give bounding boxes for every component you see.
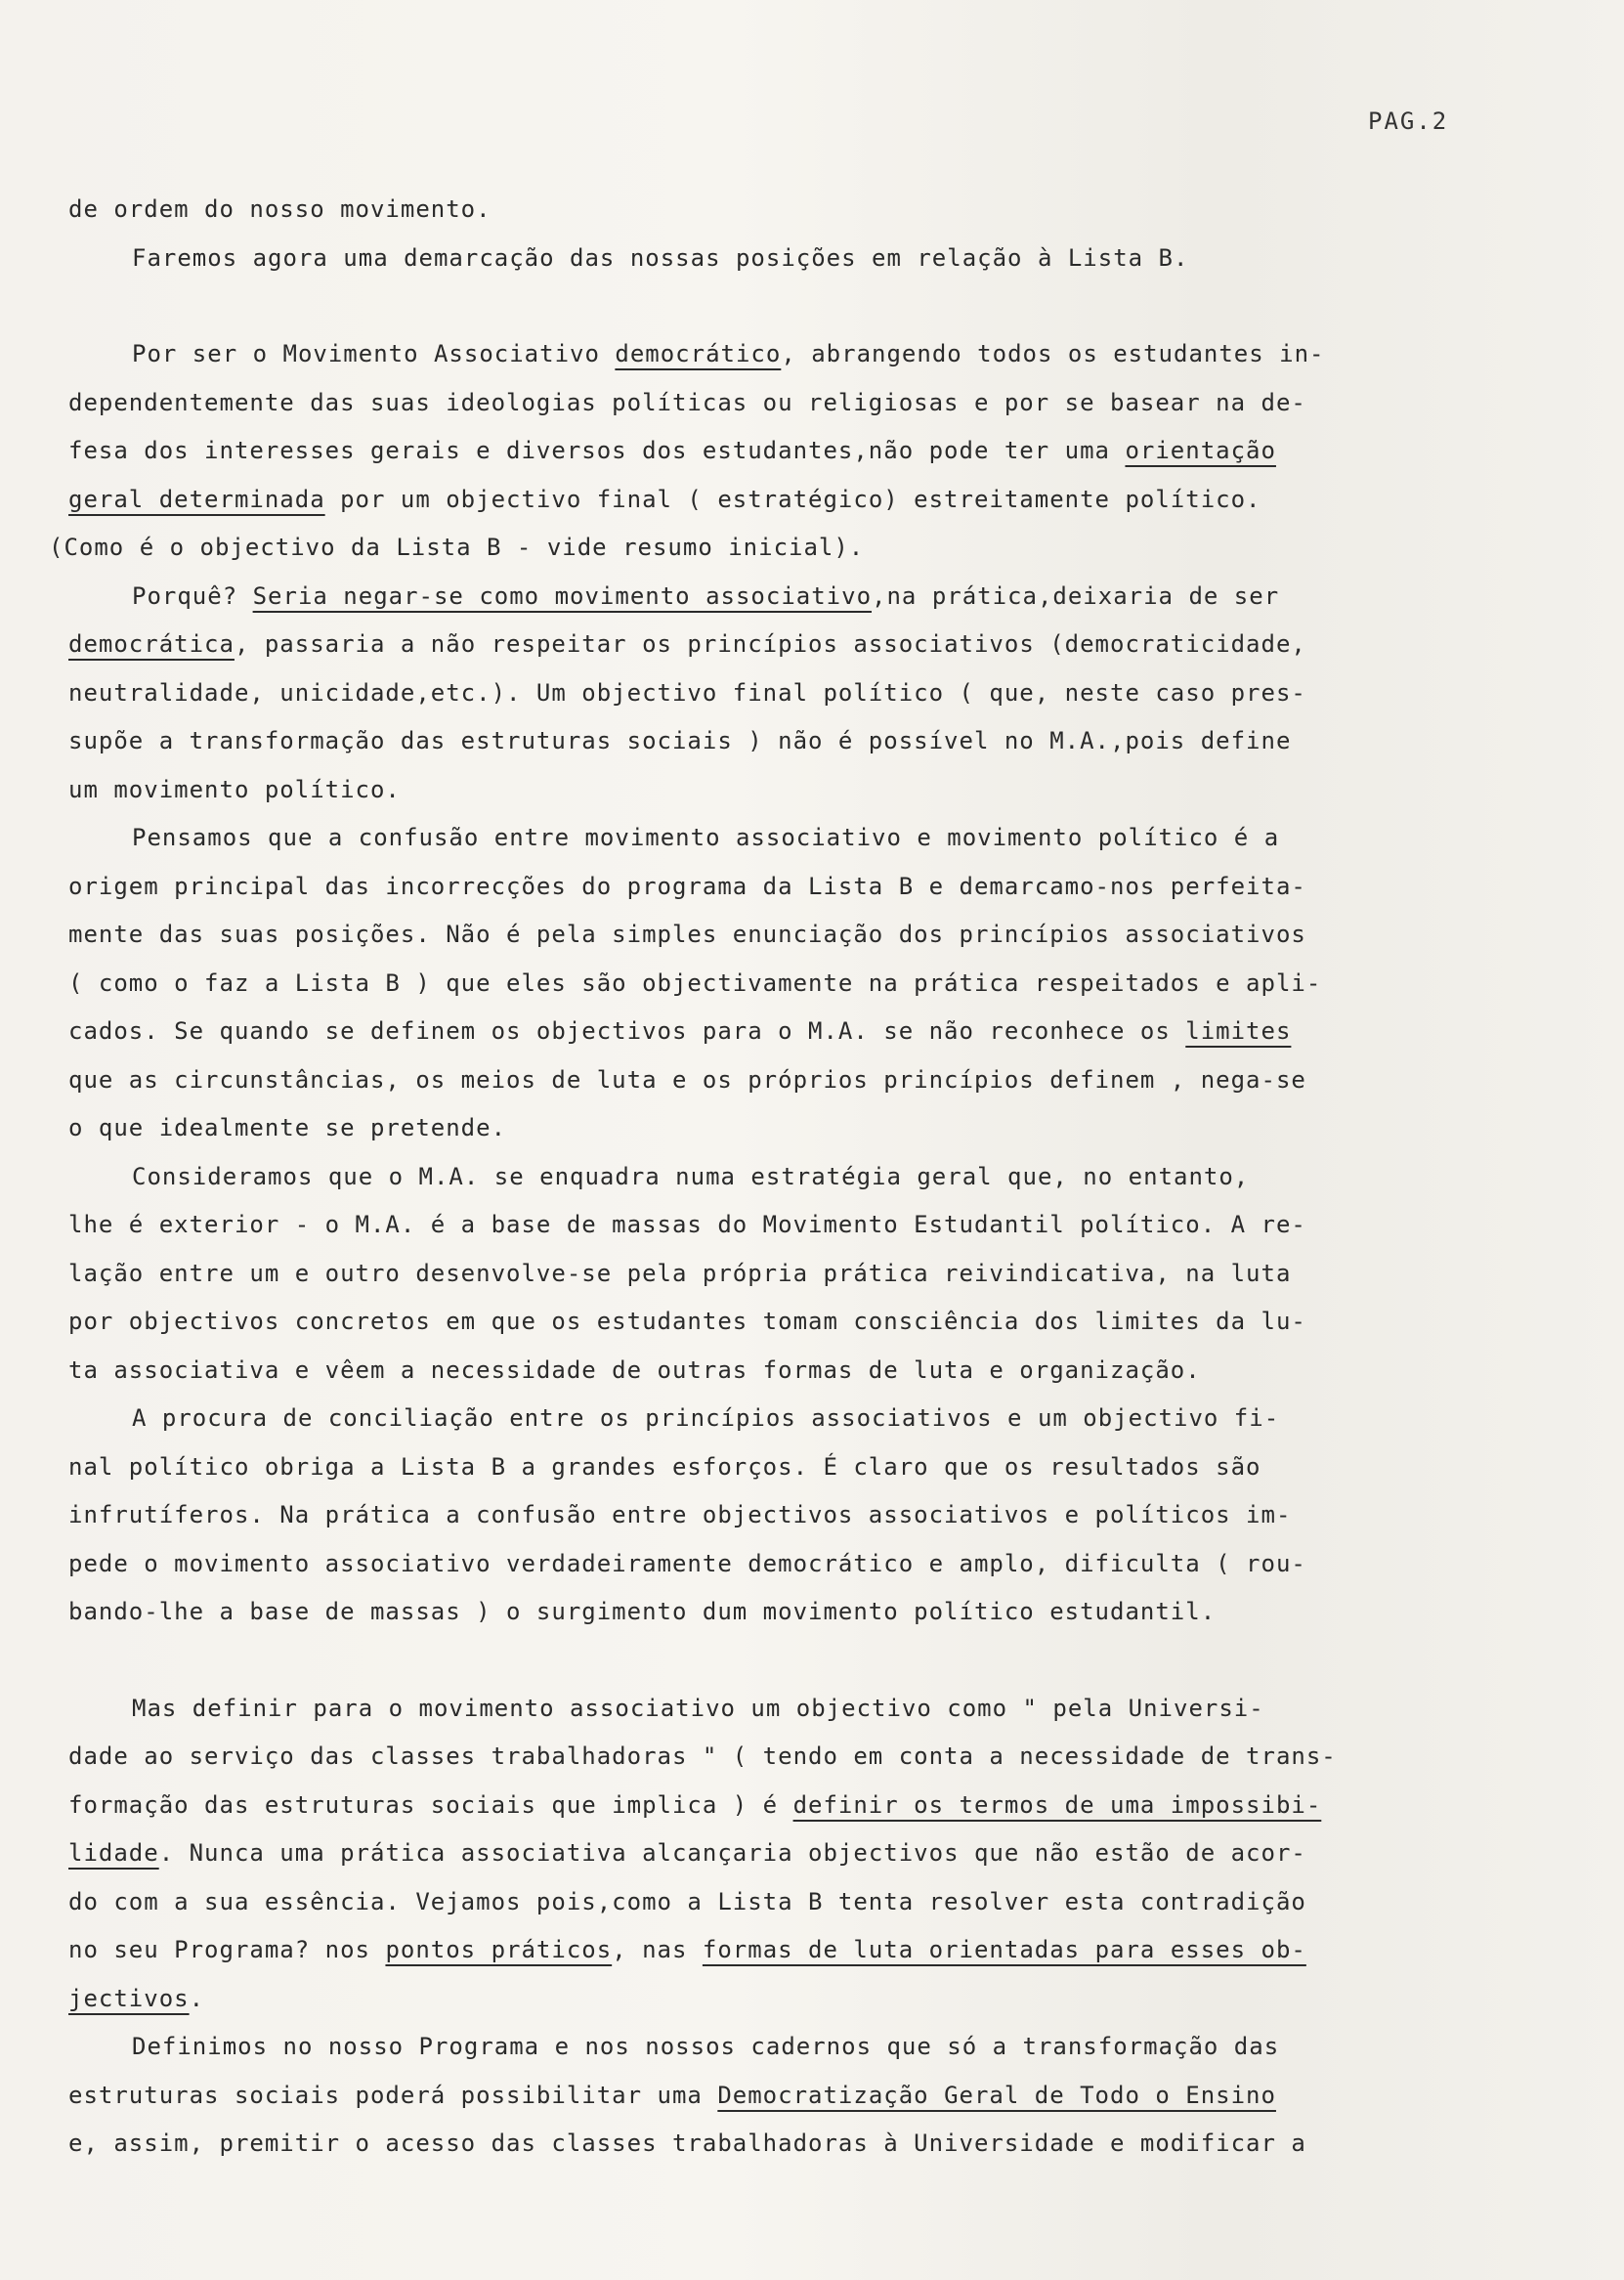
text-line: bando-lhe a base de massas ) o surgimento dum movimento político estudantil.: [68, 1598, 1217, 1625]
underlined-text: Seria negar-se como movimento associativo: [252, 581, 873, 610]
text-line: supõe a transformação das estruturas sociais ) não é possível no M.A.,pois define: [68, 727, 1292, 754]
paragraph: [68, 235, 1544, 283]
text-line: dependentemente das suas ideologias políticas ou religiosas e por se basear na de-: [68, 388, 1306, 416]
text-run: estruturas sociais poderá possibilitar uma: [68, 2081, 718, 2109]
text-line: [68, 427, 1544, 476]
text-line: [68, 2072, 1544, 2121]
paragraph: [68, 1395, 1544, 1637]
text-line: [68, 1926, 1544, 1975]
text-line: lhe é exterior - o M.A. é a base de massas do Movimento Estudantil político. A re-: [68, 1211, 1306, 1238]
text-line: infrutíferos. Na prática a confusão entre objectivos associativos e políticos im-: [68, 1501, 1292, 1528]
text-run: , abrangendo todos os estudantes in-: [781, 340, 1325, 367]
text-line: [68, 1008, 1544, 1056]
text-run: por um objectivo final ( estratégico) estreitamente político.: [324, 485, 1261, 513]
text-line: [68, 476, 1544, 525]
text-run: cados. Se quando se definem os objectivos para o M.A. se não reconhece os: [68, 1017, 1186, 1045]
underlined-text: limites: [1185, 1017, 1292, 1045]
page-number: PAG.2: [1368, 108, 1449, 135]
paragraph: [68, 573, 1544, 815]
text-line: neutralidade, unicidade,etc.). Um objectivo final político ( que, neste caso pres-: [68, 678, 1306, 707]
underlined-text: orientação: [1125, 437, 1276, 464]
text-line: Pensamos que a confusão entre movimento associativo e movimento político é a: [132, 824, 1280, 851]
text-run: , passaria a não respeitar os princípios associativos (democraticidade,: [234, 630, 1306, 658]
text-line: Consideramos que o M.A. se enquadra numa estratégia geral que, no entanto,: [132, 1162, 1250, 1190]
text-line: por objectivos concretos em que os estudantes tomam consciência dos limites da lu-: [68, 1308, 1306, 1335]
text-line: que as circunstâncias, os meios de luta e os próprios princípios definem , nega-se: [68, 1065, 1306, 1094]
text-line: ta associativa e vêem a necessidade de outras formas de luta e organização.: [68, 1355, 1201, 1384]
underlined-text: democrático: [615, 340, 782, 367]
text-line: ( como o faz a Lista B ) que eles são objectivamente na prática respeitados e apli-: [68, 968, 1322, 997]
text-line: e, assim, premitir o acesso das classes trabalhadoras à Universidade e modificar a: [68, 2129, 1306, 2157]
text-line: dade ao serviço das classes trabalhadoras " ( tendo em conta a necessidade de trans-: [68, 1742, 1337, 1770]
text-line: um movimento político.: [68, 775, 401, 803]
text-line: Mas definir para o movimento associativo um objectivo como " pela Universi-: [132, 1694, 1264, 1722]
paragraph: [68, 186, 1544, 235]
underlined-text: Democratização Geral de Todo o Ensino: [717, 2081, 1276, 2109]
underlined-text: pontos práticos: [385, 1936, 613, 1963]
text-line: pede o movimento associativo verdadeiramente democrático e amplo, dificulta ( rou-: [68, 1549, 1306, 1577]
text-line: do com a sua essência. Vejamos pois,como a Lista B tenta resolver esta contradição: [68, 1887, 1306, 1915]
text-run: , nas: [612, 1936, 703, 1963]
paragraph: [49, 330, 1544, 573]
text-line: Faremos agora uma demarcação das nossas posições em relação à Lista B.: [132, 243, 1189, 272]
text-line: A procura de conciliação entre os princípios associativos e um objectivo fi-: [132, 1404, 1280, 1432]
underlined-text: lidade: [68, 1839, 159, 1867]
document-body: [49, 186, 1544, 2169]
underlined-text: democrática: [68, 630, 235, 658]
text-line: [68, 330, 1544, 379]
text-line: mente das suas posições. Não é pela simples enunciação dos princípios associativos: [68, 921, 1306, 948]
text-run: .: [189, 1984, 205, 2012]
text-line: [68, 621, 1544, 669]
text-run: formação das estruturas sociais que implica ) é: [68, 1790, 793, 1819]
text-line: [68, 1829, 1544, 1878]
underlined-text: jectivos: [68, 1984, 190, 2012]
text-line: o que idealmente se pretende.: [68, 1114, 507, 1141]
underlined-text: formas de luta orientadas para esses ob-: [702, 1936, 1306, 1963]
paragraph: [68, 814, 1544, 1153]
text-run: no seu Programa? nos: [68, 1936, 386, 1963]
text-line: (Como é o objectivo da Lista B - vide resumo inicial).: [49, 534, 865, 561]
underlined-text: geral determinada: [68, 485, 325, 513]
text-line: [68, 1782, 1544, 1830]
text-run: fesa dos interesses gerais e diversos dos estudantes,não pode ter uma: [68, 437, 1126, 464]
paragraph: [68, 1685, 1544, 2024]
text-line: Definimos no nosso Programa e nos nossos cadernos que só a transformação das: [132, 2033, 1280, 2060]
underlined-text: definir os termos de uma impossibi-: [792, 1790, 1322, 1819]
paragraph: [68, 1153, 1544, 1396]
text-line: nal político obriga a Lista B a grandes esforços. É claro que os resultados são: [68, 1452, 1261, 1481]
text-run: Por ser o Movimento Associativo: [132, 340, 616, 367]
text-run: Porquê?: [132, 581, 253, 610]
text-line: lação entre um e outro desenvolve-se pela própria prática reivindicativa, na luta: [68, 1259, 1292, 1287]
text-run: . Nunca uma prática associativa alcançaria objectivos que não estão de acor-: [158, 1839, 1306, 1867]
text-line: origem principal das incorrecções do programa da Lista B e demarcamo-nos perfeita-: [68, 872, 1306, 900]
text-line: [68, 573, 1544, 622]
text-line: [68, 1975, 1544, 2024]
text-line: de ordem do nosso movimento.: [68, 195, 491, 223]
paragraph: [68, 2023, 1544, 2169]
text-run: ,na prática,deixaria de ser: [872, 581, 1280, 610]
